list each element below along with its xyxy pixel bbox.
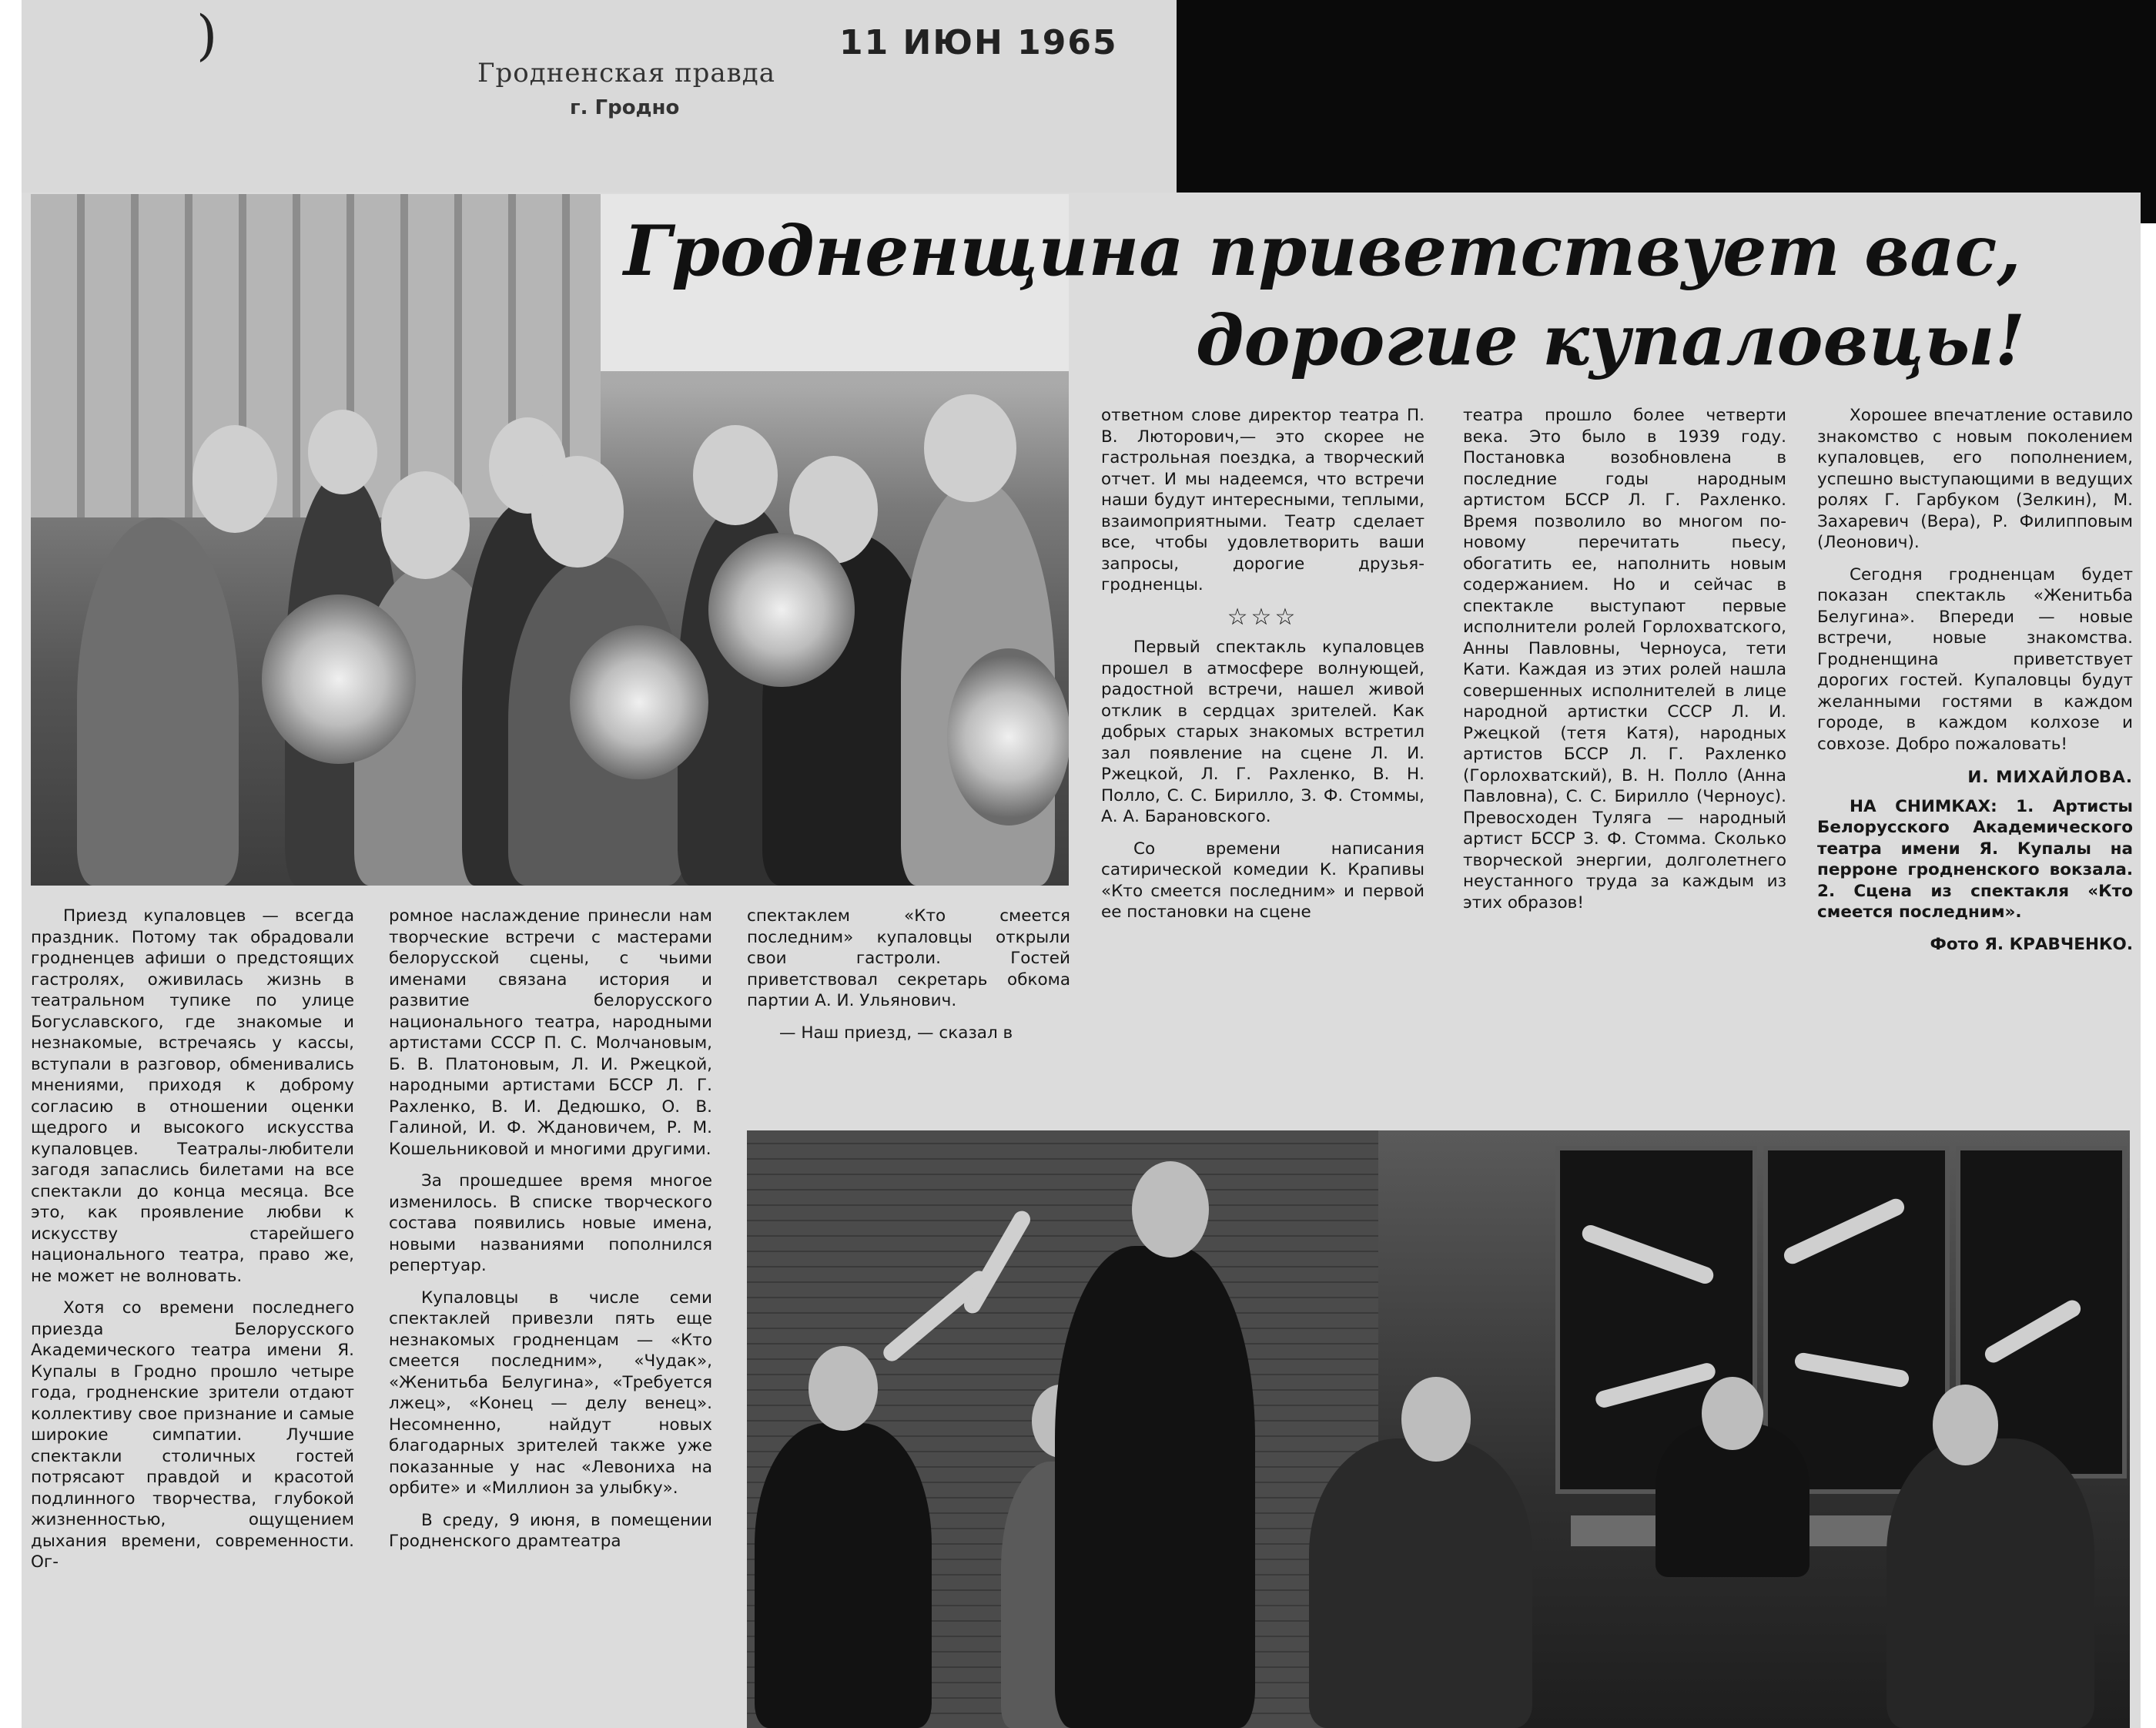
newspaper-name: Гродненская правда: [477, 58, 775, 89]
scan-background: [1177, 0, 2156, 223]
article-column-2: [389, 906, 712, 1563]
paragraph: спектаклем «Кто смеется последним» купаловцы открыли свои гастроли. Гостей приветствовал секретарь обкома партии А. И. Ульянович.: [747, 906, 1070, 1010]
headline-line-1: Гродненщина приветствует вас,: [624, 210, 2021, 292]
section-separator-stars: ☆☆☆: [1227, 603, 1299, 631]
photo-stage-scene: [747, 1130, 2130, 1728]
headline-line-2: дорогие купаловцы!: [1195, 300, 2025, 381]
article-column-6: [1817, 405, 2133, 955]
article-column-1: [31, 906, 354, 1584]
article-column-5: [1463, 405, 1786, 924]
article-column-3: [747, 906, 1070, 1054]
paragraph: Купаловцы в числе семи спектаклей привезли пять еще незнакомых гродненцам — «Кто смеется последним», «Чудак», «Женитьба Белугина», «Требуется лжец», «Конец — делу венец». Несомненно, найдут новых благодарных зрителей также уже показанные у нас «Левониха на орбите» и «Миллион за улыбку».: [389, 1288, 712, 1498]
paragraph: Со времени написания сатирической комедии К. Крапивы «Кто смеется последним» и первой ее постановки на сцене: [1101, 839, 1424, 922]
paragraph: В среду, 9 июня, в помещении Гродненского драмтеатра: [389, 1510, 712, 1551]
paragraph: Первый спектакль купаловцев прошел в атмосфере волнующей, радостной встречи, нашел живой отклик в сердцах зрителей. Как добрых старых знакомых встретил зал появление на сцене Л. И. Ржецкой, Л. Г. Рахленко, В. Н. Полло, С. С. Бирилло, З. Ф. Стоммы, А. А. Барановского.: [1101, 638, 1424, 826]
photo-credit: Фото Я. КРАВЧЕНКО.: [1930, 934, 2133, 954]
date-stamp: 11 ИЮН 1965: [839, 23, 1118, 62]
paragraph: ответном слове директор театра П. В. Люторович,— это скорее не гастрольная поездка, а творческий отчет. И мы надеемся, что встречи наши будут интересными, теплыми, взаимоприятными. Театр сделает все, чтобы удовлетворить ваши запросы, дорогие друзья-гродненцы.: [1101, 406, 1424, 594]
paragraph: — Наш приезд, — сказал в: [779, 1023, 1013, 1043]
paragraph: Сегодня гродненцам будет показан спектакль «Женитьба Белугина». Впереди — новые встречи, новые знакомства. Гродненщина приветствует дорогих гостей. Купаловцы будут желанными гостями в каждом городе, в каждом колхозе и совхозе. Добро пожаловать!: [1817, 564, 2133, 754]
paragraph: Хотя со времени последнего приезда Белорусского Академического театра имени Я. Купалы в Гродно прошло четыре года, гродненские зрители отдают коллективу свое признание и самые широкие симпатии. Лучшие спектакли столичных гостей потрясают правдой и красотой подлинного творчества, глубокой жизненностью, ощущением дыхания времени, современности. Ог-: [31, 1298, 354, 1572]
paragraph: театра прошло более четверти века. Это было в 1939 году. Постановка возобновлена в последние годы народным артистом БССР Л. Г. Рахленко. Время позволило во многом по-новому перечитать пьесу, обогатить ее, наполнить новым содержанием. Но и сейчас в спектакле выступают первые исполнители ролей Горлохватского, Анны Павловны, Черноуса, тети Кати. Каждая из этих ролей нашла совершенных исполнителей в лице народной артистки СССР Л. И. Ржецкой (тетя Катя), народных артистов БССР Л. Г. Рахленко (Горлохватский), В. Н. Полло (Анна Павловна), С. С. Бирилло (Черноус). Превосходен Туляга — народный артист БССР З. Ф. Стомма. Сколько творческой энергии, долголетнего неустанного труда за каждым из этих образов!: [1463, 406, 1786, 913]
photo-caption: НА СНИМКАХ: 1. Артисты Белорусского Академического театра имени Я. Купалы на перроне гродненского вокзала. 2. Сцена из спектакля «Кто смеется последним».: [1817, 796, 2133, 922]
newspaper-city: г. Гродно: [570, 96, 680, 119]
article-headline: [601, 206, 2110, 385]
paragraph: ромное наслаждение принесли нам творческие встречи с мастерами белорусской сцены, с чьими именами связана история и развитие белорусского национального театра, народными артистами СССР П. С. Молчановым, Б. В. Платоновым, Л. И. Ржецкой, народными артистами БССР Л. Г. Рахленко, В. И. Дедюшко, О. В. Галиной, И. Ф. Ждановичем, Р. М. Кошельниковой и многими другими.: [389, 906, 712, 1159]
paragraph: Приезд купаловцев — всегда праздник. Потому так обрадовали гродненцев афиши о предстоящих гастролях, оживилась жизнь в театральном тупике по улице Богуславского, где знакомые и незнакомые, встречаясь у кассы, вступали в разговор, обменивались мнениями, приходя к доброму согласию в отношении оценки щедрого и высокого искусства купаловцев. Театралы-любители загодя запаслись билетами на все спектакли до конца месяца. Все это, как проявление любви к искусству старейшего национального театра, право же, не может не волновать.: [31, 906, 354, 1286]
article-column-4: [1101, 405, 1424, 934]
corner-mark: ): [196, 4, 218, 67]
author-signature: И. МИХАЙЛОВА.: [1967, 768, 2133, 787]
paragraph: Хорошее впечатление оставило знакомство с новым поколением купаловцев, его пополнением, успешно выступающими в ведущих ролях Г. Гарбуком (Зелкин), М. Захаревич (Вера), Р. Филипповым (Леонович).: [1817, 406, 2133, 552]
paragraph: За прошедшее время многое изменилось. В списке творческого состава появились новые имена, новыми названиями пополнился репертуар.: [389, 1171, 712, 1275]
